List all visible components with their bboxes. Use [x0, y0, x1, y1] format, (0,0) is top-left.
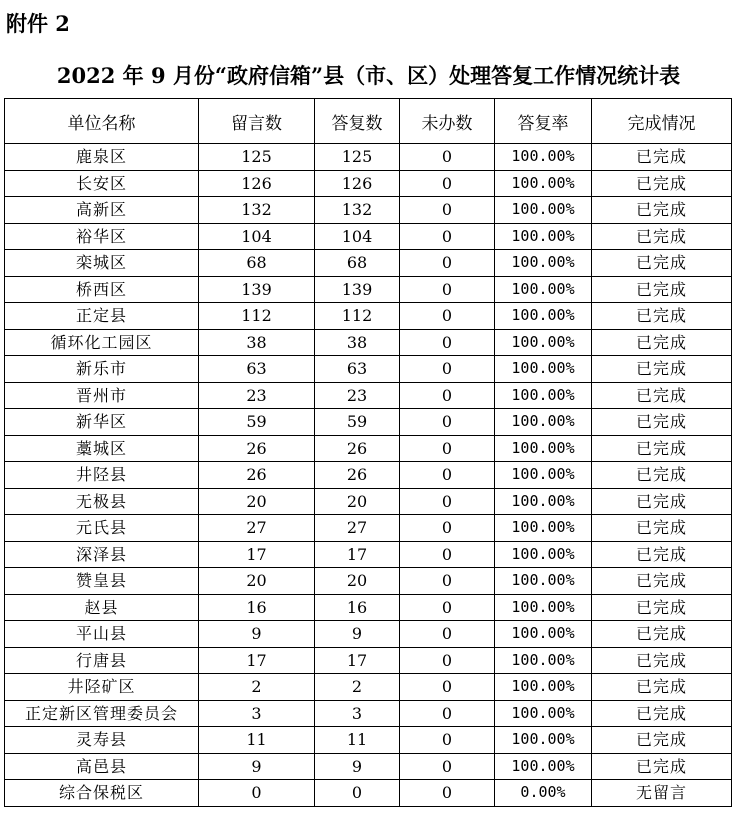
- cell-unit-name: 无极县: [5, 488, 199, 515]
- cell-unit-name: 正定县: [5, 303, 199, 330]
- cell-message-count: 3: [199, 700, 315, 727]
- cell-completion-status: 已完成: [592, 170, 732, 197]
- cell-reply-count: 9: [315, 621, 400, 648]
- cell-completion-status: 已完成: [592, 515, 732, 542]
- table-row: [5, 435, 732, 462]
- cell-unit-name: 晋州市: [5, 382, 199, 409]
- table-row: [5, 515, 732, 542]
- cell-pending-count: 0: [400, 700, 495, 727]
- cell-pending-count: 0: [400, 170, 495, 197]
- cell-unit-name: 元氏县: [5, 515, 199, 542]
- cell-reply-rate: 100.00%: [495, 197, 592, 224]
- table-body: [5, 144, 732, 807]
- cell-unit-name: 灵寿县: [5, 727, 199, 754]
- cell-completion-status: 已完成: [592, 197, 732, 224]
- cell-pending-count: 0: [400, 435, 495, 462]
- cell-reply-count: 17: [315, 541, 400, 568]
- cell-reply-count: 0: [315, 780, 400, 807]
- cell-message-count: 9: [199, 753, 315, 780]
- table-row: [5, 382, 732, 409]
- cell-completion-status: 已完成: [592, 250, 732, 277]
- cell-reply-rate: 100.00%: [495, 329, 592, 356]
- cell-completion-status: 已完成: [592, 674, 732, 701]
- cell-unit-name: 井陉矿区: [5, 674, 199, 701]
- cell-unit-name: 综合保税区: [5, 780, 199, 807]
- cell-completion-status: 已完成: [592, 647, 732, 674]
- cell-unit-name: 正定新区管理委员会: [5, 700, 199, 727]
- table-row: [5, 250, 732, 277]
- cell-reply-count: 17: [315, 647, 400, 674]
- cell-pending-count: 0: [400, 409, 495, 436]
- cell-reply-count: 112: [315, 303, 400, 330]
- cell-completion-status: 已完成: [592, 435, 732, 462]
- table-row: [5, 647, 732, 674]
- document-title: 2022 年 9 月份“政府信箱”县（市、区）处理答复工作情况统计表: [56, 63, 681, 88]
- cell-pending-count: 0: [400, 223, 495, 250]
- cell-completion-status: 已完成: [592, 223, 732, 250]
- cell-reply-rate: 0.00%: [495, 780, 592, 807]
- cell-reply-rate: 100.00%: [495, 727, 592, 754]
- cell-reply-count: 126: [315, 170, 400, 197]
- cell-unit-name: 栾城区: [5, 250, 199, 277]
- cell-completion-status: 已完成: [592, 541, 732, 568]
- header-completion-status: 完成情况: [592, 99, 732, 144]
- cell-completion-status: 已完成: [592, 594, 732, 621]
- cell-message-count: 20: [199, 568, 315, 595]
- cell-completion-status: 已完成: [592, 356, 732, 383]
- cell-reply-count: 59: [315, 409, 400, 436]
- cell-message-count: 17: [199, 541, 315, 568]
- header-message-count: 留言数: [199, 99, 315, 144]
- cell-pending-count: 0: [400, 727, 495, 754]
- header-unit-name: 单位名称: [5, 99, 199, 144]
- cell-reply-rate: 100.00%: [495, 700, 592, 727]
- cell-reply-count: 16: [315, 594, 400, 621]
- cell-reply-count: 2: [315, 674, 400, 701]
- cell-reply-rate: 100.00%: [495, 647, 592, 674]
- table-row: [5, 594, 732, 621]
- cell-message-count: 26: [199, 462, 315, 489]
- table-row: [5, 674, 732, 701]
- cell-reply-count: 38: [315, 329, 400, 356]
- cell-unit-name: 桥西区: [5, 276, 199, 303]
- header-pending-count: 未办数: [400, 99, 495, 144]
- cell-reply-count: 125: [315, 144, 400, 171]
- table-row: [5, 356, 732, 383]
- cell-reply-rate: 100.00%: [495, 674, 592, 701]
- cell-unit-name: 赞皇县: [5, 568, 199, 595]
- table-row: [5, 700, 732, 727]
- cell-message-count: 112: [199, 303, 315, 330]
- attachment-label: 附件 2: [6, 11, 70, 36]
- cell-pending-count: 0: [400, 541, 495, 568]
- cell-message-count: 27: [199, 515, 315, 542]
- table-row: [5, 488, 732, 515]
- cell-reply-count: 3: [315, 700, 400, 727]
- cell-pending-count: 0: [400, 197, 495, 224]
- table-row: [5, 727, 732, 754]
- cell-pending-count: 0: [400, 250, 495, 277]
- cell-reply-rate: 100.00%: [495, 621, 592, 648]
- cell-completion-status: 已完成: [592, 462, 732, 489]
- table-row: [5, 170, 732, 197]
- cell-reply-rate: 100.00%: [495, 753, 592, 780]
- table-row: [5, 303, 732, 330]
- header-reply-rate: 答复率: [495, 99, 592, 144]
- table-row: [5, 753, 732, 780]
- cell-reply-count: 27: [315, 515, 400, 542]
- cell-unit-name: 循环化工园区: [5, 329, 199, 356]
- cell-pending-count: 0: [400, 329, 495, 356]
- cell-reply-rate: 100.00%: [495, 462, 592, 489]
- cell-message-count: 68: [199, 250, 315, 277]
- cell-pending-count: 0: [400, 382, 495, 409]
- cell-pending-count: 0: [400, 276, 495, 303]
- cell-reply-rate: 100.00%: [495, 409, 592, 436]
- cell-unit-name: 高新区: [5, 197, 199, 224]
- cell-message-count: 20: [199, 488, 315, 515]
- cell-completion-status: 已完成: [592, 303, 732, 330]
- cell-unit-name: 藁城区: [5, 435, 199, 462]
- cell-reply-count: 68: [315, 250, 400, 277]
- table-row: [5, 197, 732, 224]
- cell-reply-count: 63: [315, 356, 400, 383]
- table-row: [5, 276, 732, 303]
- cell-reply-rate: 100.00%: [495, 250, 592, 277]
- cell-pending-count: 0: [400, 303, 495, 330]
- cell-reply-rate: 100.00%: [495, 435, 592, 462]
- cell-message-count: 9: [199, 621, 315, 648]
- cell-unit-name: 高邑县: [5, 753, 199, 780]
- cell-reply-rate: 100.00%: [495, 515, 592, 542]
- cell-unit-name: 井陉县: [5, 462, 199, 489]
- table-row: [5, 223, 732, 250]
- cell-reply-count: 132: [315, 197, 400, 224]
- cell-pending-count: 0: [400, 621, 495, 648]
- cell-pending-count: 0: [400, 674, 495, 701]
- cell-reply-count: 11: [315, 727, 400, 754]
- cell-reply-rate: 100.00%: [495, 356, 592, 383]
- header-reply-count: 答复数: [315, 99, 400, 144]
- cell-reply-count: 20: [315, 568, 400, 595]
- cell-unit-name: 裕华区: [5, 223, 199, 250]
- cell-pending-count: 0: [400, 753, 495, 780]
- cell-unit-name: 新华区: [5, 409, 199, 436]
- cell-unit-name: 鹿泉区: [5, 144, 199, 171]
- cell-reply-rate: 100.00%: [495, 488, 592, 515]
- cell-message-count: 63: [199, 356, 315, 383]
- cell-message-count: 23: [199, 382, 315, 409]
- cell-message-count: 132: [199, 197, 315, 224]
- cell-completion-status: 已完成: [592, 753, 732, 780]
- cell-completion-status: 已完成: [592, 329, 732, 356]
- cell-message-count: 126: [199, 170, 315, 197]
- cell-unit-name: 长安区: [5, 170, 199, 197]
- table-row: [5, 329, 732, 356]
- cell-completion-status: 已完成: [592, 382, 732, 409]
- cell-reply-rate: 100.00%: [495, 303, 592, 330]
- cell-reply-rate: 100.00%: [495, 170, 592, 197]
- table-row: [5, 541, 732, 568]
- table-row: [5, 621, 732, 648]
- cell-reply-rate: 100.00%: [495, 568, 592, 595]
- cell-reply-rate: 100.00%: [495, 223, 592, 250]
- cell-completion-status: 已完成: [592, 276, 732, 303]
- cell-pending-count: 0: [400, 488, 495, 515]
- cell-pending-count: 0: [400, 594, 495, 621]
- cell-completion-status: 已完成: [592, 700, 732, 727]
- cell-completion-status: 已完成: [592, 621, 732, 648]
- cell-pending-count: 0: [400, 515, 495, 542]
- cell-completion-status: 已完成: [592, 568, 732, 595]
- cell-pending-count: 0: [400, 144, 495, 171]
- table-row: [5, 780, 732, 807]
- cell-reply-count: 26: [315, 435, 400, 462]
- table-header-row: [5, 99, 732, 144]
- cell-message-count: 139: [199, 276, 315, 303]
- table-row: [5, 409, 732, 436]
- table-row: [5, 568, 732, 595]
- cell-message-count: 16: [199, 594, 315, 621]
- cell-message-count: 17: [199, 647, 315, 674]
- cell-completion-status: 已完成: [592, 488, 732, 515]
- statistics-table: [4, 98, 732, 807]
- cell-reply-count: 9: [315, 753, 400, 780]
- cell-message-count: 0: [199, 780, 315, 807]
- cell-message-count: 26: [199, 435, 315, 462]
- cell-message-count: 38: [199, 329, 315, 356]
- cell-message-count: 2: [199, 674, 315, 701]
- cell-pending-count: 0: [400, 356, 495, 383]
- cell-message-count: 104: [199, 223, 315, 250]
- cell-pending-count: 0: [400, 647, 495, 674]
- cell-reply-count: 139: [315, 276, 400, 303]
- cell-pending-count: 0: [400, 568, 495, 595]
- cell-message-count: 125: [199, 144, 315, 171]
- cell-completion-status: 已完成: [592, 144, 732, 171]
- cell-completion-status: 已完成: [592, 727, 732, 754]
- cell-completion-status: 无留言: [592, 780, 732, 807]
- cell-completion-status: 已完成: [592, 409, 732, 436]
- cell-reply-count: 104: [315, 223, 400, 250]
- cell-reply-rate: 100.00%: [495, 276, 592, 303]
- cell-reply-rate: 100.00%: [495, 594, 592, 621]
- cell-unit-name: 新乐市: [5, 356, 199, 383]
- cell-reply-rate: 100.00%: [495, 382, 592, 409]
- table-row: [5, 144, 732, 171]
- cell-reply-count: 20: [315, 488, 400, 515]
- cell-reply-count: 26: [315, 462, 400, 489]
- cell-message-count: 59: [199, 409, 315, 436]
- cell-unit-name: 平山县: [5, 621, 199, 648]
- cell-unit-name: 行唐县: [5, 647, 199, 674]
- cell-unit-name: 赵县: [5, 594, 199, 621]
- cell-message-count: 11: [199, 727, 315, 754]
- cell-unit-name: 深泽县: [5, 541, 199, 568]
- cell-pending-count: 0: [400, 780, 495, 807]
- cell-reply-rate: 100.00%: [495, 541, 592, 568]
- cell-pending-count: 0: [400, 462, 495, 489]
- cell-reply-rate: 100.00%: [495, 144, 592, 171]
- table-row: [5, 462, 732, 489]
- cell-reply-count: 23: [315, 382, 400, 409]
